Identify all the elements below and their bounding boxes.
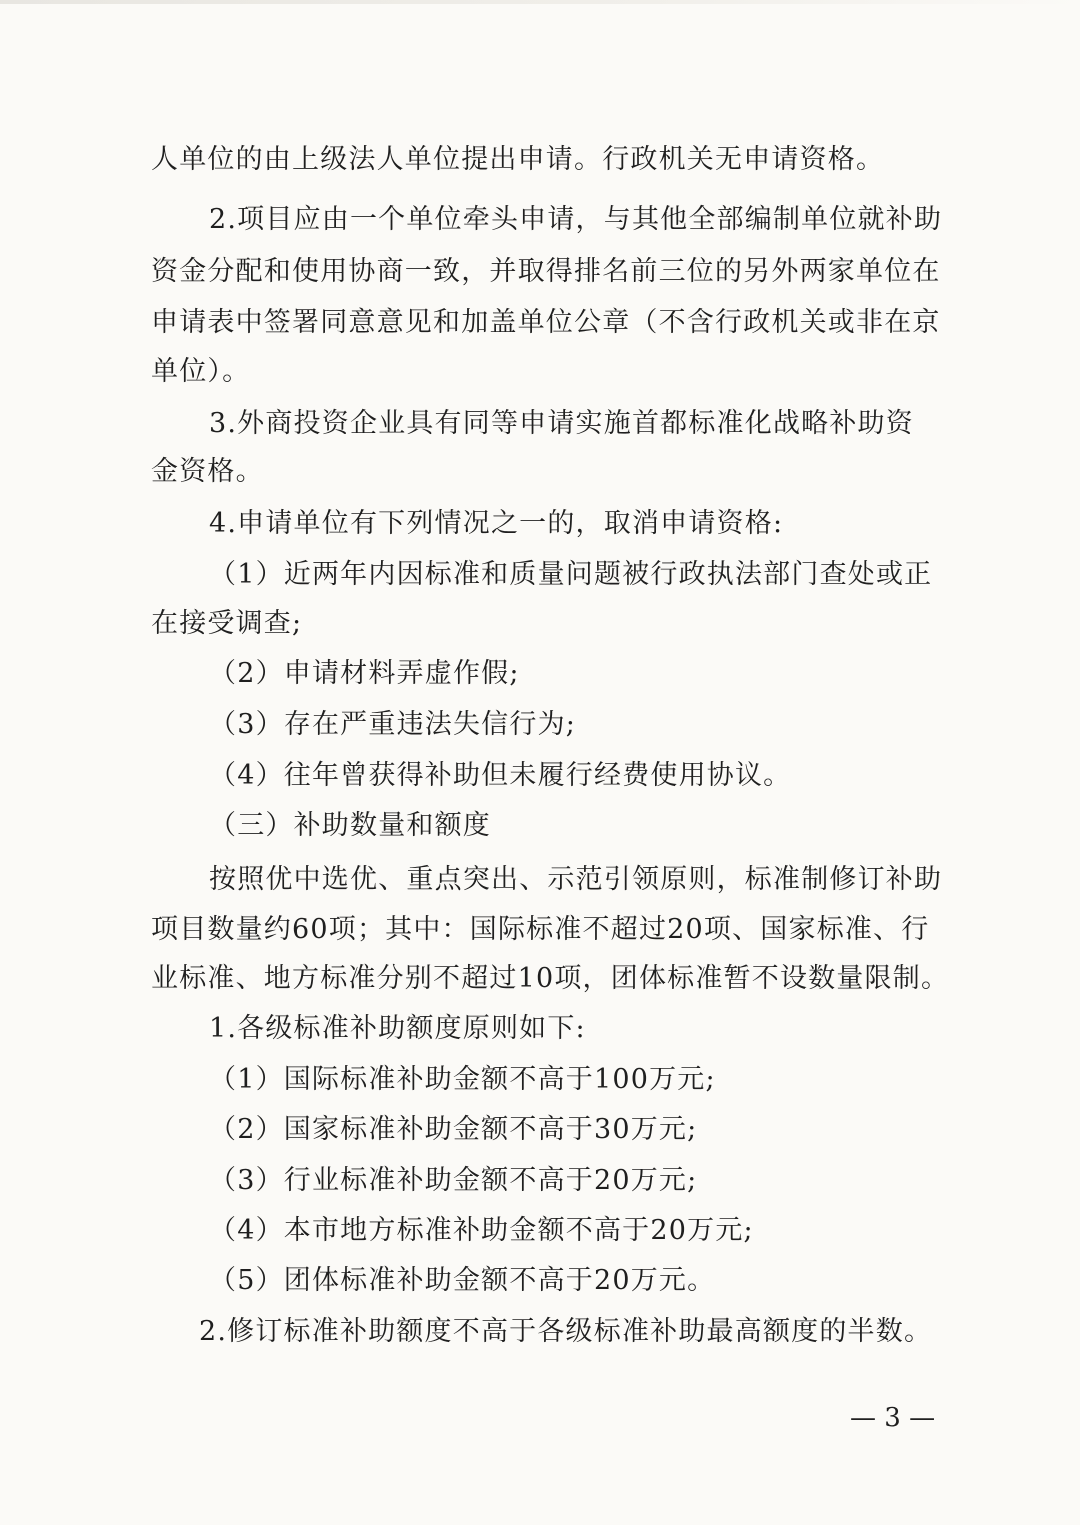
text-line-4: 申请表中签署同意意见和加盖单位公章（不含行政机关或非在京 — [151, 307, 941, 338]
text-line-18: 1.各级标准补助额度原则如下: — [209, 1013, 586, 1044]
text-line-2: 2.项目应由一个单位牵头申请，与其他全部编制单位就补助 — [209, 204, 943, 235]
text-line-14: （三）补助数量和额度 — [209, 810, 491, 841]
text-line-10: 在接受调查; — [151, 608, 303, 639]
text-line-21: （3）行业标准补助金额不高于20万元; — [209, 1165, 698, 1196]
text-line-19: （1）国际标准补助金额不高于100万元; — [209, 1064, 716, 1095]
scan-edge — [0, 0, 1080, 4]
text-line-6: 3.外商投资企业具有同等申请实施首都标准化战略补助资 — [209, 408, 914, 439]
text-line-12: （3）存在严重违法失信行为; — [209, 709, 577, 740]
text-line-9: （1）近两年内因标准和质量问题被行政执法部门查处或正 — [209, 559, 933, 590]
text-line-3: 资金分配和使用协商一致，并取得排名前三位的另外两家单位在 — [151, 256, 941, 287]
text-line-20: （2）国家标准补助金额不高于30万元; — [209, 1114, 698, 1145]
text-line-17: 业标准、地方标准分别不超过10项，团体标准暂不设数量限制。 — [151, 963, 950, 994]
text-line-8: 4.申请单位有下列情况之一的，取消申请资格: — [209, 508, 784, 539]
page-number: — 3 — — [850, 1403, 936, 1433]
text-line-16: 项目数量约60项；其中：国际标准不超过20项、国家标准、行 — [151, 914, 930, 945]
text-line-15: 按照优中选优、重点突出、示范引领原则，标准制修订补助 — [209, 864, 943, 895]
text-line-13: （4）往年曾获得补助但未履行经费使用协议。 — [209, 760, 792, 791]
text-line-5: 单位）。 — [151, 356, 251, 387]
text-line-1: 人单位的由上级法人单位提出申请。行政机关无申请资格。 — [151, 144, 885, 175]
text-line-22: （4）本市地方标准补助金额不高于20万元; — [209, 1215, 754, 1246]
text-line-11: （2）申请材料弄虚作假; — [209, 658, 520, 689]
text-line-24: 2.修订标准补助额度不高于各级标准补助最高额度的半数。 — [199, 1316, 933, 1347]
text-line-7: 金资格。 — [151, 456, 264, 487]
text-line-23: （5）团体标准补助金额不高于20万元。 — [209, 1265, 716, 1296]
